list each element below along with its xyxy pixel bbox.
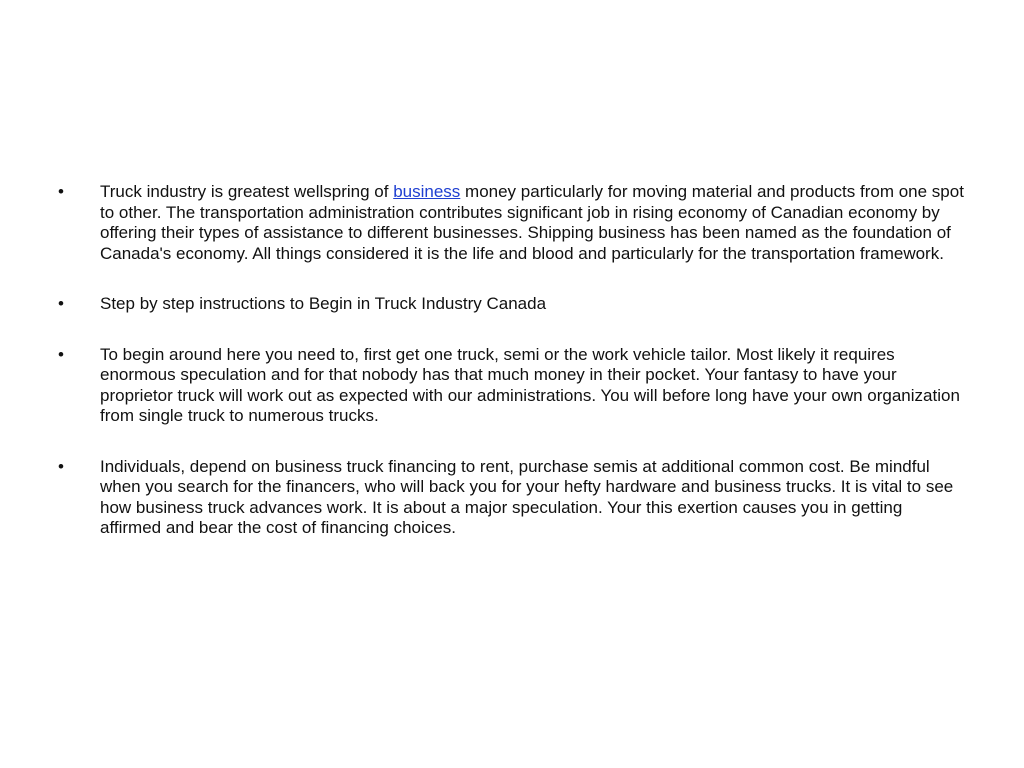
bullet-4-text: Individuals, depend on business truck financing to rent, purchase semis at additional common cost. Be mindful when you search for the financers, who will back you for your hefty hardware and business trucks. It is vital to see how business truck advances work. It is about a major speculation. Your this exertion causes you in getting affirmed and bear the cost of financing choices. bbox=[100, 456, 954, 537]
business-link[interactable]: business bbox=[393, 182, 461, 201]
bullet-item-2 bbox=[58, 294, 964, 315]
bullet-item-4 bbox=[58, 457, 964, 539]
bullet-icon: • bbox=[58, 344, 64, 364]
bullet-list bbox=[58, 182, 964, 569]
bullet-3-text: To begin around here you need to, first get one truck, semi or the work vehicle tailor. Most likely it requires enormous speculation and for that nobody has that much money in their pocket. Your fantasy to have your proprietor truck will work out as expected with our administrations. You will before long have your own organization from single truck to numerous trucks. bbox=[100, 344, 960, 425]
bullet-1-text-after: money particularly for moving material and products from one spot to other. The transportation administration contributes significant job in rising economy of Canadian economy by offering their types of assistance to different businesses. Shipping business has been named as the foundation of Canada's economy. All things considered it is the life and blood and particularly for the transportation framework. bbox=[100, 182, 964, 263]
bullet-icon: • bbox=[58, 182, 64, 201]
bullet-icon: • bbox=[58, 294, 64, 313]
bullet-item-3 bbox=[58, 345, 964, 427]
bullet-1-text-before: Truck industry is greatest wellspring of bbox=[100, 182, 394, 201]
bullet-item-1 bbox=[58, 182, 964, 264]
bullet-icon: • bbox=[58, 456, 64, 476]
bullet-2-text: Step by step instructions to Begin in Truck Industry Canada bbox=[100, 294, 547, 313]
